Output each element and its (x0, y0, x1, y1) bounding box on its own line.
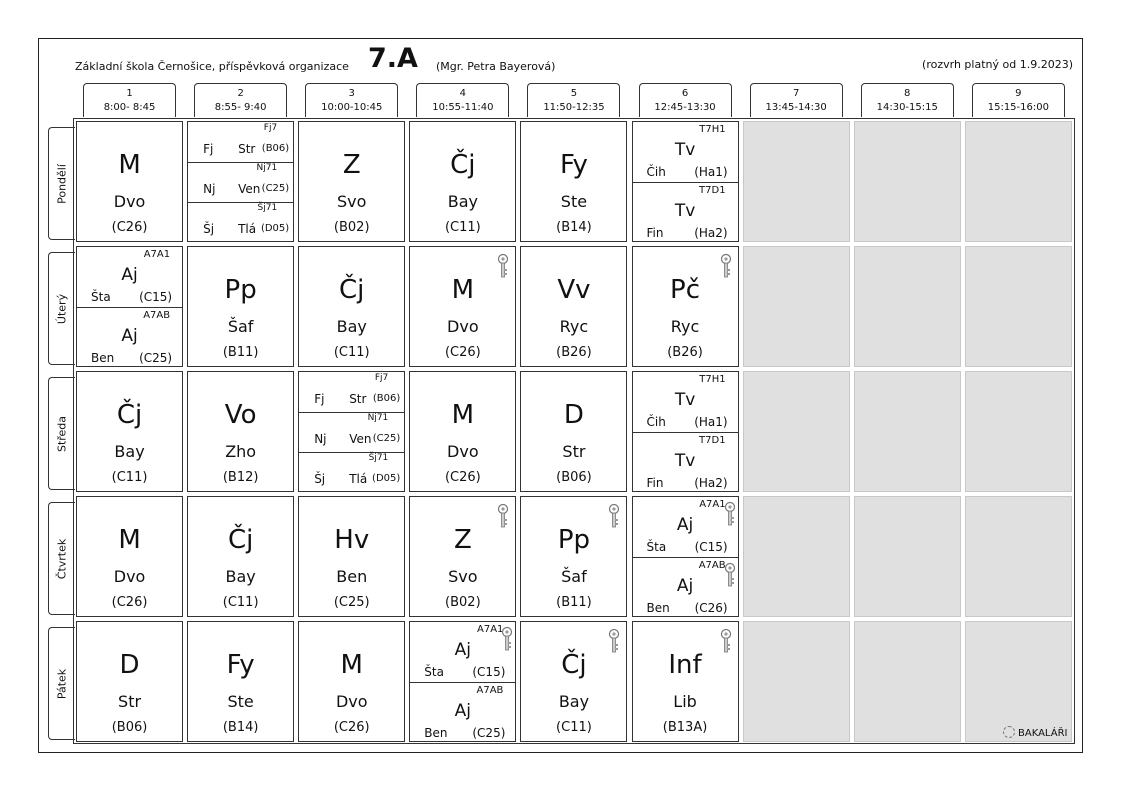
lesson-box (76, 246, 183, 367)
subject: Vv (557, 275, 591, 305)
lesson-cell[interactable] (74, 369, 185, 494)
valid-from: (rozvrh platný od 1.9.2023) (922, 58, 1073, 71)
period-header-5 (527, 83, 620, 117)
room: (C15) (694, 540, 728, 554)
lesson-cell[interactable] (74, 244, 185, 369)
group-code: A7A1 (143, 249, 171, 260)
room: (B13A) (662, 720, 708, 735)
group-code: Fj7 (374, 373, 389, 383)
teacher: Šta (91, 290, 111, 304)
subject: Aj (676, 515, 694, 535)
day-name: Pondělí (55, 163, 69, 204)
lesson-box (298, 246, 405, 367)
group-code: T7D1 (699, 435, 726, 446)
room: (C26) (111, 220, 148, 235)
subject: Nj (314, 432, 327, 446)
lesson-cell[interactable] (296, 619, 407, 744)
teacher: Dvo (113, 192, 146, 211)
lesson-cell[interactable] (296, 119, 407, 244)
subject: Tv (674, 201, 696, 221)
day-label (48, 252, 75, 365)
lesson-box (187, 246, 294, 367)
lesson-cell[interactable] (185, 494, 296, 619)
day-name: Úterý (55, 293, 69, 324)
period-number: 8 (904, 88, 911, 99)
lesson-cell[interactable] (296, 369, 407, 494)
teacher: Str (238, 142, 256, 156)
room: (C26) (694, 601, 728, 615)
period-header-6 (639, 83, 732, 117)
period-time: 14:30-15:15 (876, 102, 938, 113)
empty-slot (965, 496, 1072, 617)
teacher: Dvo (113, 567, 146, 586)
group-code: A7AB (143, 310, 171, 321)
room: (B06) (372, 393, 401, 404)
period-time: 8:55- 9:40 (214, 102, 267, 113)
room: (C25) (472, 726, 506, 740)
period-number: 9 (1015, 88, 1022, 99)
class-teacher: (Mgr. Petra Bayerová) (436, 60, 556, 73)
subject: D (119, 650, 140, 680)
key-icon (724, 562, 736, 588)
key-icon (497, 503, 509, 529)
lesson-cell (963, 494, 1074, 619)
lesson-cell (852, 369, 963, 494)
language-group (299, 372, 404, 413)
empty-slot (965, 621, 1072, 742)
period-time: 10:00-10:45 (321, 102, 383, 113)
lesson-cell[interactable] (296, 494, 407, 619)
lesson-cell[interactable] (630, 369, 741, 494)
teacher: Ben (91, 351, 115, 365)
teacher: Ben (424, 726, 448, 740)
room: (B12) (222, 470, 259, 485)
teacher: Šta (424, 665, 444, 679)
lesson-box (298, 121, 405, 242)
room: (D05) (260, 223, 290, 234)
lesson-cell[interactable] (407, 369, 518, 494)
group-lesson (633, 122, 738, 183)
room: (Ha1) (694, 415, 728, 429)
room: (B26) (556, 345, 592, 360)
subject: Čj (339, 275, 365, 305)
lesson-box (76, 371, 183, 492)
empty-slot (743, 371, 850, 492)
room: (Ha2) (694, 226, 728, 240)
room: (B06) (261, 143, 290, 154)
lesson-box (520, 121, 627, 242)
subject: Z (453, 525, 472, 555)
gear-icon (1003, 726, 1015, 738)
empty-slot (854, 621, 961, 742)
subject: Vo (224, 400, 257, 430)
group-lesson (633, 372, 738, 433)
lesson-cell[interactable] (185, 619, 296, 744)
teacher: Fin (646, 226, 664, 240)
subject: Šj (203, 222, 215, 236)
lesson-box (76, 121, 183, 242)
day-label (48, 377, 75, 490)
teacher: Ben (646, 601, 670, 615)
room: (C15) (472, 665, 506, 679)
subject: Aj (121, 326, 138, 346)
subject: Fj (314, 392, 325, 406)
room: (Ha2) (694, 476, 728, 490)
group-code: T7H1 (699, 374, 726, 385)
lesson-cell (741, 619, 852, 744)
lesson-box (298, 496, 405, 617)
group-lesson (410, 622, 515, 683)
group-code: Nj71 (367, 413, 389, 423)
language-group (188, 162, 293, 203)
day-name: Pátek (55, 668, 69, 699)
period-number: 4 (459, 88, 467, 99)
period-number: 2 (237, 88, 244, 99)
room: (C11) (444, 220, 481, 235)
subject: Inf (668, 650, 702, 680)
empty-slot (854, 121, 961, 242)
language-group (188, 122, 293, 163)
subject: Aj (454, 640, 472, 660)
key-icon (608, 628, 620, 654)
group-code: A7A1 (476, 624, 504, 635)
subject: Fj (203, 142, 214, 156)
room: (B11) (222, 345, 259, 360)
lesson-box (632, 496, 739, 617)
subject: Šj (314, 472, 326, 486)
empty-slot (965, 121, 1072, 242)
period-header-7 (750, 83, 843, 117)
group-lesson (633, 433, 738, 493)
room: (C25) (333, 595, 370, 610)
subject: Pp (557, 525, 591, 555)
empty-slot (743, 246, 850, 367)
group-lesson (410, 683, 515, 743)
period-number: 5 (570, 88, 578, 99)
subject: Tv (674, 390, 696, 410)
lesson-cell (852, 244, 963, 369)
group-lesson (633, 558, 738, 618)
group-code: A7AB (698, 560, 726, 571)
subject: M (340, 650, 363, 680)
key-icon (720, 628, 732, 654)
empty-slot (965, 246, 1072, 367)
room: (C26) (444, 470, 481, 485)
day-name: Čtvrtek (55, 538, 69, 579)
lesson-cell[interactable] (518, 119, 629, 244)
subject: Pp (224, 275, 257, 305)
period-header-4 (416, 83, 509, 117)
lesson-cell[interactable] (74, 119, 185, 244)
teacher: Čih (646, 415, 666, 429)
key-icon (501, 626, 513, 652)
lesson-cell[interactable] (518, 494, 629, 619)
lesson-cell[interactable] (407, 119, 518, 244)
subject: M (118, 525, 141, 555)
key-icon (720, 253, 732, 279)
group-code: Šj71 (257, 203, 278, 213)
lesson-box (632, 371, 739, 492)
room: (C25) (261, 183, 290, 194)
lesson-box (298, 371, 405, 492)
key-icon (724, 501, 736, 527)
teacher: Str (562, 442, 586, 461)
language-group (188, 202, 293, 242)
room: (C26) (333, 720, 370, 735)
teacher: Šta (646, 540, 667, 554)
lesson-cell[interactable] (630, 619, 741, 744)
teacher: Ste (227, 692, 254, 711)
bakalari-logo (1003, 726, 1067, 739)
period-time: 13:45-14:30 (765, 102, 827, 113)
subject: Čj (450, 150, 476, 180)
subject: Tv (674, 140, 696, 160)
lesson-box (187, 496, 294, 617)
lesson-box (409, 621, 516, 742)
room: (B11) (556, 595, 592, 610)
period-number: 7 (792, 88, 800, 99)
teacher: Str (349, 392, 367, 406)
group-code: A7A1 (699, 499, 726, 510)
subject: Z (342, 150, 361, 180)
period-number: 1 (126, 88, 133, 99)
empty-slot (854, 496, 961, 617)
subject: Aj (121, 265, 138, 285)
room: (B26) (667, 345, 703, 360)
room: (C26) (444, 345, 481, 360)
period-header-1 (83, 83, 176, 117)
room: (B14) (556, 220, 592, 235)
lesson-cell (741, 494, 852, 619)
teacher: Ben (336, 567, 368, 586)
lesson-cell[interactable] (518, 619, 629, 744)
group-code: T7H1 (699, 124, 726, 135)
lesson-cell[interactable] (185, 119, 296, 244)
empty-slot (965, 371, 1072, 492)
group-lesson (633, 497, 738, 558)
room: (B02) (333, 220, 370, 235)
key-icon (608, 503, 620, 529)
room: (C11) (556, 720, 592, 735)
period-number: 3 (348, 88, 355, 99)
teacher: Dvo (447, 442, 479, 461)
teacher: Svo (337, 192, 367, 211)
language-group (299, 412, 404, 453)
group-lesson (633, 183, 738, 243)
room: (B02) (445, 595, 481, 610)
teacher: Ste (560, 192, 588, 211)
subject: Nj (203, 182, 216, 196)
lesson-cell[interactable] (74, 619, 185, 744)
room: (B14) (222, 720, 259, 735)
period-time: 11:50-12:35 (543, 102, 605, 113)
lesson-cell[interactable] (518, 244, 629, 369)
teacher: Fin (646, 476, 664, 490)
lesson-cell[interactable] (630, 119, 741, 244)
day-name: Středa (55, 415, 69, 452)
teacher: Ryc (670, 317, 700, 336)
period-time: 15:15-16:00 (987, 102, 1049, 113)
teacher: Čih (646, 165, 666, 179)
teacher: Dvo (335, 692, 368, 711)
teacher: Tlá (349, 472, 368, 486)
lesson-cell (852, 494, 963, 619)
lesson-box (409, 496, 516, 617)
lesson-box (409, 121, 516, 242)
lesson-box (409, 246, 516, 367)
teacher: Bay (225, 567, 256, 586)
period-header-2 (194, 83, 287, 117)
lesson-box (187, 621, 294, 742)
group-code: Fj7 (263, 123, 278, 133)
period-number: 6 (681, 88, 689, 99)
room: (Ha1) (694, 165, 728, 179)
empty-slot (743, 496, 850, 617)
group-lesson (77, 247, 182, 308)
teacher: Šaf (227, 317, 254, 336)
subject: Aj (454, 701, 472, 721)
group-code: A7AB (476, 685, 504, 696)
subject: M (118, 150, 141, 180)
teacher: Str (118, 692, 142, 711)
period-time: 8:00- 8:45 (103, 102, 156, 113)
lesson-cell[interactable] (518, 369, 629, 494)
teacher: Svo (448, 567, 478, 586)
lesson-cell (852, 619, 963, 744)
lesson-box (520, 496, 627, 617)
lesson-box (76, 496, 183, 617)
lesson-box (632, 121, 739, 242)
teacher: Bay (336, 317, 367, 336)
room: (C25) (139, 351, 173, 365)
lesson-box (632, 621, 739, 742)
lesson-box (520, 246, 627, 367)
lesson-cell[interactable] (407, 619, 518, 744)
subject: M (451, 400, 475, 430)
room: (C11) (333, 345, 370, 360)
room: (C11) (222, 595, 259, 610)
subject: D (563, 400, 584, 430)
lesson-cell (963, 119, 1074, 244)
lesson-cell[interactable] (74, 494, 185, 619)
lesson-box (520, 621, 627, 742)
lesson-cell (963, 244, 1074, 369)
lesson-cell (741, 244, 852, 369)
teacher: Ven (349, 432, 372, 446)
lesson-cell (741, 119, 852, 244)
subject: M (451, 275, 475, 305)
language-group (299, 452, 404, 492)
teacher: Dvo (447, 317, 479, 336)
day-label (48, 502, 75, 615)
school-name: Základní škola Černošice, příspěvková organizace (75, 60, 349, 73)
teacher: Lib (673, 692, 697, 711)
teacher: Bay (114, 442, 145, 461)
group-lesson (77, 308, 182, 368)
lesson-cell[interactable] (630, 494, 741, 619)
lesson-box (187, 121, 294, 242)
lesson-cell (963, 369, 1074, 494)
group-code: Nj71 (256, 163, 278, 173)
class-name: 7.A (368, 43, 418, 74)
subject: Čj (561, 650, 587, 680)
room: (C26) (111, 595, 148, 610)
lesson-box (409, 371, 516, 492)
key-icon (497, 253, 509, 279)
room: (B06) (556, 470, 592, 485)
room: (C25) (372, 433, 401, 444)
period-time: 10:55-11:40 (432, 102, 494, 113)
subject: Aj (676, 576, 694, 596)
lesson-cell[interactable] (407, 244, 518, 369)
period-header-8 (861, 83, 954, 117)
period-header-9 (972, 83, 1065, 117)
teacher: Ryc (559, 317, 589, 336)
group-code: T7D1 (699, 185, 726, 196)
lesson-box (76, 621, 183, 742)
room: (D05) (372, 473, 401, 484)
lesson-box (520, 371, 627, 492)
lesson-cell[interactable] (296, 244, 407, 369)
lesson-box (187, 371, 294, 492)
teacher: Šaf (561, 567, 587, 586)
teacher: Zho (225, 442, 257, 461)
empty-slot (743, 121, 850, 242)
lesson-cell (741, 369, 852, 494)
period-time: 12:45-13:30 (654, 102, 716, 113)
teacher: Bay (558, 692, 590, 711)
subject: Čj (227, 525, 254, 555)
lesson-cell[interactable] (630, 244, 741, 369)
subject: Čj (116, 400, 143, 430)
teacher: Bay (447, 192, 478, 211)
lesson-box (632, 246, 739, 367)
subject: Pč (670, 275, 701, 305)
group-code: Šj71 (368, 453, 389, 463)
day-label (48, 127, 75, 240)
subject: Tv (674, 451, 696, 471)
teacher: Ven (238, 182, 261, 196)
day-label (48, 627, 75, 740)
period-header-3 (305, 83, 398, 117)
lesson-box (298, 621, 405, 742)
room: (B06) (111, 720, 148, 735)
lesson-cell[interactable] (407, 494, 518, 619)
room: (C11) (111, 470, 148, 485)
lesson-cell[interactable] (185, 369, 296, 494)
empty-slot (854, 371, 961, 492)
subject: Fy (226, 650, 255, 680)
lesson-cell[interactable] (185, 244, 296, 369)
logo-text: BAKALÁŘI (1018, 728, 1068, 739)
lesson-cell (852, 119, 963, 244)
subject: Fy (559, 150, 588, 180)
subject: Hv (334, 525, 370, 555)
room: (C15) (139, 290, 173, 304)
empty-slot (854, 246, 961, 367)
empty-slot (743, 621, 850, 742)
teacher: Tlá (238, 222, 257, 236)
